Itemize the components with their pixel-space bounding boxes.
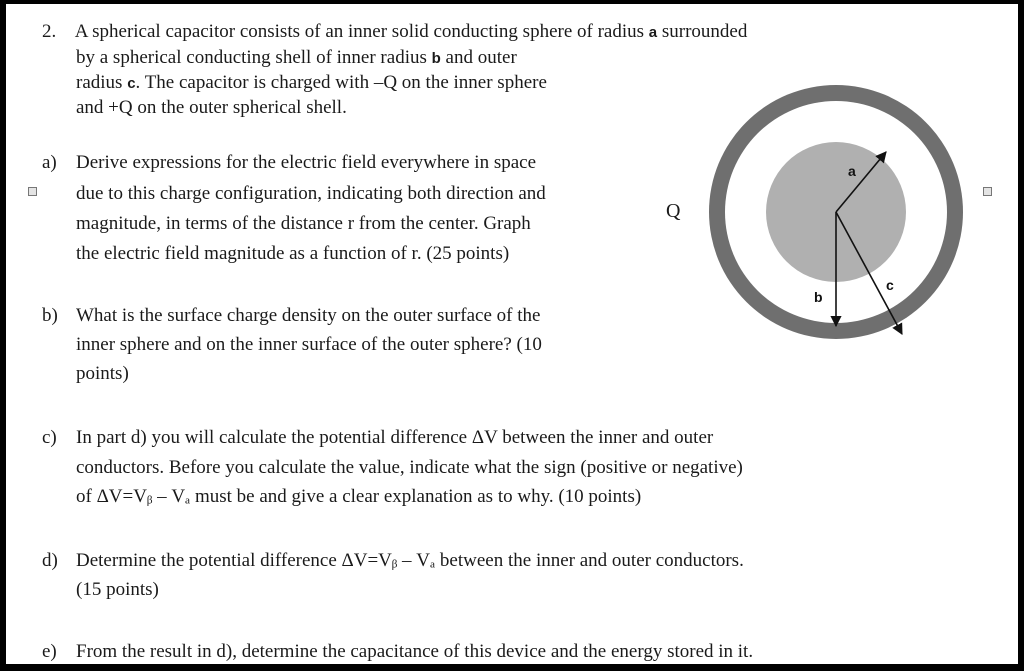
radius-c-label: c <box>886 277 894 293</box>
part-c-line-2: conductors. Before you calculate the value, indicate what the sign (positive or negative) <box>76 457 743 478</box>
problem-text-3: radius <box>76 72 123 93</box>
part-c-line-3: of ΔV=Vᵦ – Vₐ must be and give a clear explanation as to why. (10 points) <box>76 486 642 507</box>
part-a-label: a) <box>42 152 57 173</box>
capacitor-diagram <box>6 4 1018 664</box>
part-b-line-3: points) <box>76 363 129 384</box>
radius-b-label: b <box>814 289 823 305</box>
part-d-label: d) <box>42 550 58 571</box>
part-c-label: c) <box>42 427 57 448</box>
part-c-line-1: In part d) you will calculate the potential difference ΔV between the inner and outer <box>76 427 714 448</box>
radius-a-label: a <box>848 163 856 179</box>
symbol-b: b <box>431 50 441 67</box>
problem-text-2-tail: and outer <box>445 47 517 68</box>
part-d-line-1: Determine the potential difference ΔV=Vᵦ – Vₐ between the inner and outer conductors. <box>76 550 744 571</box>
part-a-line-2: due to this charge configuration, indicating both direction and <box>76 183 546 204</box>
problem-text-1: A spherical capacitor consists of an inner solid conducting sphere of radius <box>74 21 645 42</box>
part-a-line-1: Derive expressions for the electric field everywhere in space <box>76 152 537 173</box>
part-a-line-3: magnitude, in terms of the distance r from the center. Graph <box>76 213 531 234</box>
part-a-line-4: the electric field magnitude as a function of r. (25 points) <box>76 243 510 264</box>
outer-charge-label: Q <box>666 200 681 222</box>
part-b-line-1: What is the surface charge density on the outer surface of the <box>76 305 541 326</box>
problem-number: 2. <box>42 21 57 42</box>
part-b-line-2: inner sphere and on the inner surface of the outer sphere? (10 <box>76 334 542 355</box>
problem-text-3-tail: . The capacitor is charged with –Q on the inner sphere <box>135 72 547 93</box>
part-e-label: e) <box>42 641 57 662</box>
problem-text-1-tail: surrounded <box>661 21 748 42</box>
symbol-c: c <box>127 75 136 92</box>
document-page <box>6 4 1018 664</box>
problem-text-2: by a spherical conducting shell of inner radius <box>76 47 427 68</box>
part-b-label: b) <box>42 305 58 326</box>
problem-text-4: and +Q on the outer spherical shell. <box>76 97 347 118</box>
part-d-line-2: (15 points) <box>76 579 159 600</box>
part-e-line-1: From the result in d), determine the capacitance of this device and the energy stored in it. <box>76 641 754 662</box>
symbol-a: a <box>648 24 658 41</box>
